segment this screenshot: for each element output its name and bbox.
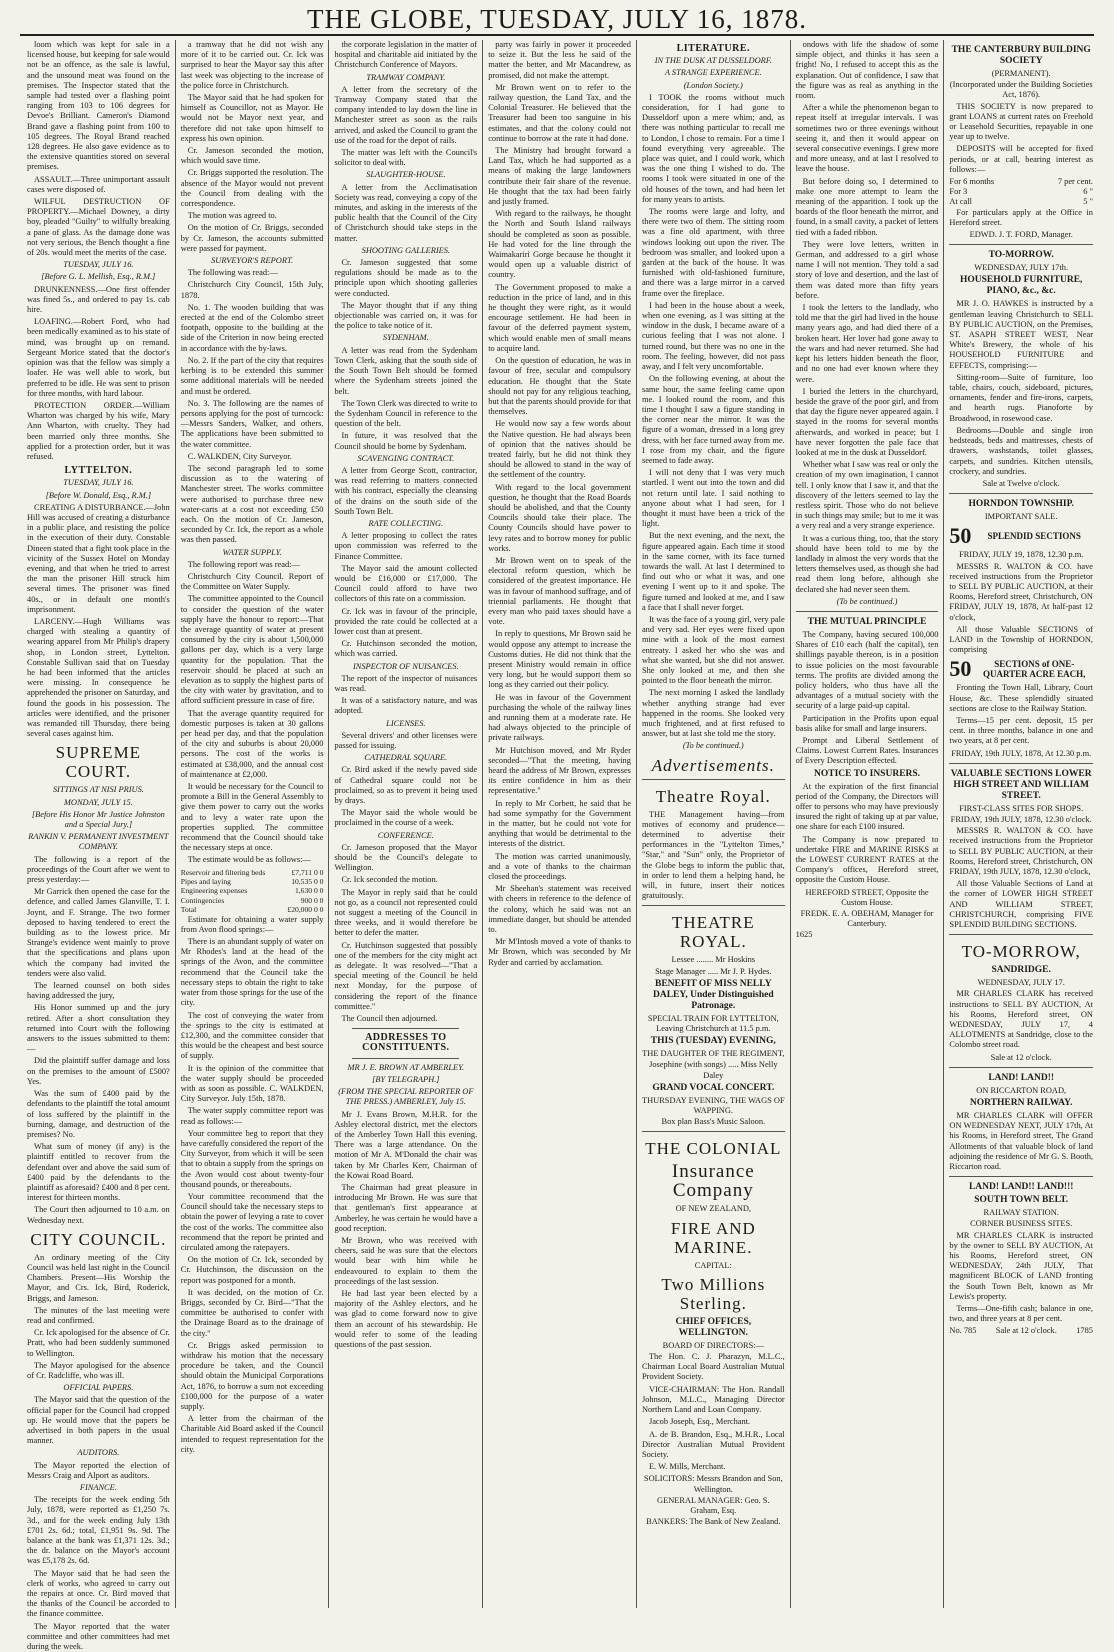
ad-subtitle: CHIEF OFFICES, WELLINGTON.	[675, 1316, 752, 1338]
subheading: AUDITORS.	[77, 1448, 120, 1458]
estimate-row: Reservoir and filtering beds £7,711 0 0	[180, 867, 324, 877]
advertisement-theatre	[642, 779, 785, 902]
story-subtitle: A STRANGE EXPERIENCE.	[664, 68, 762, 78]
paragraph: What sum of money (if any) is the plaintiff entitled to recover from the defendant over and above the said sum of £400 paid by the defendants to the plaintiff as aforesaid? £400 and 8 per cent. interest for thirteen months.	[27, 1142, 170, 1203]
advertisement-theatre-royal	[642, 905, 785, 1127]
ad-line: SPECIAL TRAIN FOR LYTTELTON, Leaving Christchurch at 11.5 p.m.	[647, 1013, 779, 1034]
paragraph: All those Valuable SECTIONS of LAND in the Township of HORNDON, comprising	[949, 624, 1093, 655]
paragraph: Mr Garrick then opened the case for the defence, and called James Glanville, T. I. Joynt, and F. Strange. The two former deposed to having tendered to erect the building as to the lowest price. Mr Strange's evidence went mainly to prove that the specifications and plans upon which the company had invited the tenders were also valid.	[27, 887, 170, 978]
paragraph: On the question of education, he was in favour of free, secular and compulsory education. He thought that the State should not pay for any religious teaching, but that the parents should provide for that themselves.	[488, 356, 631, 417]
paragraph: Mr Brown went on to speak of the electoral reform question, which he considered of the greatest importance. He was in favour of manhood suffrage, and of triennial parliaments. He thought that every man who paid taxes should have a vote.	[488, 555, 631, 627]
subheading: SITTINGS AT NISI PRIUS.	[52, 785, 144, 795]
columns	[22, 40, 1098, 1652]
paragraph: No. 1. The wooden building that was erected at the end of the Colombo street footpath, opposite to the building at the side of the Criterion in now being erected in accordance with the by-laws.	[180, 302, 324, 353]
paragraph: The matter was left with the Council's solicitor to deal with.	[334, 148, 478, 168]
paragraph: Participation in the Profits upon equal basis alike for small and large insurers.	[795, 713, 939, 733]
paragraph: A letter proposing to collect the rates upon commission was referred to the Finance Committee.	[334, 531, 478, 561]
continued-note: (To be continued.)	[682, 741, 744, 751]
paragraph: It is the opinion of the committee that the water supply should be proceeded with as soon as possible. C. WALKDEN, City Surveyor. July 15th, 1878.	[180, 1063, 324, 1104]
dateline: [BY TELEGRAPH.]	[372, 1074, 440, 1084]
paragraph: DEPOSITS will be accepted for fixed periods, or at call, bearing interest as follows:—	[949, 144, 1093, 174]
paragraph: The Mayor apologised for the absence of Cr. Radcliffe, who was ill.	[27, 1360, 170, 1380]
paragraph: The Mayor thought that if any thing objectionable was carried on, it was for the police to take notice of it.	[334, 300, 478, 331]
paragraph: The following was read:—	[187, 268, 278, 278]
paragraph: the corporate legislation in the matter of hospital and charitable aid initiated by the Christchurch Conference of Mayors.	[334, 40, 478, 70]
paragraph: It was decided, on the motion of Cr. Briggs, seconded by Cr. Bird—"That the committee be authorised to confer with the Drainage Board as to the drainage of the city."	[180, 1287, 324, 1338]
paragraph: The Council then adjourned.	[341, 1014, 438, 1024]
fifty-banner	[949, 525, 1093, 547]
estimate-row: Pipes and laying 10,535 0 0	[180, 877, 324, 887]
paragraph: Cr. Hutchinson seconded the motion, which was carried.	[334, 639, 478, 659]
story-source: (London Society.)	[683, 80, 743, 90]
paragraph: The Court then adjourned to 10 a.m. on Wednesday next.	[27, 1205, 170, 1225]
paragraph: There is an abundant supply of water on Mr Rhodes's land at the head of the springs of the Avon, and the committee recommend that the Council take the necessary steps to obtain the right to take water from those springs for the use of the city.	[180, 937, 324, 1008]
paragraph: The Mayor reported the election of Messrs Craig and Alport as auditors.	[27, 1460, 170, 1480]
paragraph: WILFUL DESTRUCTION OF PROPERTY.—Michael Downey, a dirty boy, pleaded "Guilty" to wilfully breaking a pane of glass. As the damage done was not very serious, the Bench thought a fine of 20s. would meet the merits of the case.	[27, 197, 170, 258]
ad-line: (Incorporated under the Building Societies Act, 1876).	[949, 80, 1093, 100]
subheading: INSPECTOR OF NUISANCES.	[352, 661, 459, 671]
paragraph: Terms—15 per cent. deposit, 15 per cent. in three months, balance in one and two years, at 8 per cent.	[949, 715, 1093, 746]
ad-title: Two Millions Sterling.	[661, 1274, 766, 1313]
advertisement-valuable-sections	[949, 763, 1093, 930]
ad-subtitle: BENEFIT OF MISS NELLY DALEY, Under Distinguished Patronage.	[652, 978, 774, 1011]
paragraph: Mr J. Evans Brown, M.H.R. for the Ashley electoral district, met the electors of the Amberley Town Hall this evening. There was a large attendance. On the motion of Mr A. M'Donald the chair was taken by Mr Charles Kerr, Chairman of the Kowai Road Board.	[334, 1109, 478, 1180]
ad-line: IMPORTANT SALE.	[984, 512, 1058, 522]
paragraph: LOAFING.—Robert Ford, who had been medically examined as to his state of mind, was brought up on remand. Sergeant Morice stated that the doctor's opinion was that the fellow was simply a loafer. He was well able to work, but preferred to be idle. He was sent to prison for three months, with hard labour.	[27, 317, 170, 398]
paragraph: Mr Hutchison moved, and Mr Ryder seconded—"That the meeting, having heard the address of Mr Brown, expresses its entire confidence in him as their representative."	[488, 745, 631, 796]
deposit-row: At call 5 "	[949, 197, 1093, 207]
column-1	[22, 40, 176, 1652]
paragraph: But the next evening, and the next, the figure appeared again. Each time it stood in the same corner, with its face turned towards the wall. At last I determined to find out who or what it was, and one evening I went up to it and spoke. The figure turned and looked at me, and I saw a face that I shall never forget.	[641, 531, 785, 612]
paragraph: Prompt and Liberal Settlement of Claims. Lowest Current Rates. Insurances of Every Description effected.	[795, 736, 939, 766]
bench-line: [Before His Honor Mr Justice Johnston and a Special Jury.]	[31, 809, 165, 830]
paragraph: The Hon. C. J. Pharazyn, M.L.C., Chairman Local Board Australian Mutual Provident Society.	[641, 1352, 785, 1382]
paragraph: It was the face of a young girl, very pale and very sad. Her eyes were fixed upon mine with a look of the most earnest entreaty. I asked her who she was and what she wanted, but she did not answer. She only looked at me, and then she pointed to the floor beneath the mirror.	[641, 614, 785, 686]
ad-line: FRIDAY, JULY 19, 1878, 12.30 p.m.	[959, 550, 1084, 560]
subheading: WATER SUPPLY.	[222, 547, 282, 557]
paragraph: ondows with life the shadow of some simple object, and thinks it has seen a fright! No, I refused to accept this as the explanation. Out of confidence, I saw that the figure was as real as anything in the room.	[795, 40, 939, 101]
paragraph: For particulars apply at the Office in Hereford street.	[949, 207, 1093, 227]
continued-note: (To be continued.)	[836, 596, 898, 606]
paragraph: E. W. Mills, Merchant.	[648, 1462, 726, 1472]
ad-line: Lessee ........ Mr Hoskins	[671, 955, 756, 965]
bench-line: [Before W. Donald, Esq., R.M.]	[45, 490, 152, 500]
paragraph: Cr. Ick apologised for the absence of Cr. Pratt, who had been suddenly summoned to Wellington.	[27, 1328, 170, 1358]
case-title: RANKIN V. PERMANENT INVESTMENT COMPANY.	[28, 832, 169, 852]
advertisement-household	[949, 244, 1093, 489]
ad-title: THE COLONIAL	[645, 1139, 782, 1159]
paragraph: The second paragraph led to some discussion as to the watering of Manchester street. The works committee were authorised to purchase three new water-carts at a cost not exceeding £50 each. On the motion of Cr. Jameson, seconded by Cr. Ick, the report as a whole was then passed.	[180, 463, 324, 545]
ad-line: Sale at Twelve o'clock.	[982, 478, 1060, 488]
paragraph: On the following evening, at about the same hour, the same feeling came upon me. I looked round the room, and this time I thought I saw a figure standing in the corner near the mirror. It was the figure of a woman, dressed in a long grey dress, with her face turned away from me. I rose from my chair, and the figure seemed to fade away.	[641, 374, 785, 465]
paragraph: Cr. Ick seconded the motion.	[341, 875, 438, 885]
paragraph: The report of the inspector of nuisances was read.	[334, 673, 478, 693]
section-heading: LITERATURE.	[676, 43, 750, 54]
paragraph: Cr. Bird asked if the newly paved side of Cathedral square could not be proclaimed, so as to prevent it being used by drays.	[334, 765, 478, 806]
column-3	[329, 40, 483, 1608]
paragraph: I took the letters to the landlady, who told me that the girl had lived in the house many years ago, and had died there of a broken heart. Her lover had gone away to the wars and had never returned. She had kept his letters hidden beneath the floor, and no one had ever known where they were.	[795, 303, 939, 384]
paragraph: Christchurch City Council. Report of the Committee on Water Supply.	[180, 571, 324, 592]
paragraph: loom which was kept for sale in a licensed house, but keeping for sale would not be an offence, as the sale is lawful, and the unsound meat was found on the premises. The Inspector stated that the sample had tested over a flashing point ranging from 103 to 106 degrees for Devoe's Brilliant. Cameron's Diamond Brand gave a flashing point from 100 to 105 degrees. The Royal Brand reached 128 degrees. He also gave evidence as to the extensive quantities stored on several premises.	[27, 40, 170, 172]
paragraph: That the average quantity required for domestic purposes is taken at 30 gallons per head per day, and that the population of the city and suburbs is about 20,000 persons. The cost of the works is estimated at £38,000, and the annual cost of maintenance at £2,000.	[180, 708, 324, 779]
paragraph: The Mayor said the whole would be proclaimed in the course of a week.	[334, 808, 478, 828]
fifty-text: SPLENDID SECTIONS	[987, 531, 1081, 542]
paragraph: Did the plaintiff suffer damage and loss on the premises to the amount of £500? Yes.	[27, 1056, 170, 1086]
paragraph: No. 2. If the part of the city that requires kerbing is to be extended this summer some additional materials will be needed and must be ordered.	[180, 355, 324, 396]
column-6	[791, 40, 945, 1608]
paragraph: He had last year been elected by a majority of the Ashley electors, and he was glad to come forward now to give them an account of his stewardship. He would refer to some of the leading questions of the past session.	[334, 1288, 478, 1349]
paragraph: A letter from the secretary of the Tramway Company stated that the company intended to lay down the line in Manchester street as soon as the rails arrived, and asked the Council to grant the use of the road for the depot of rails.	[334, 84, 478, 145]
subheading: SYDENHAM.	[382, 333, 429, 343]
paragraph: THIS SOCIETY is now prepared to grant LOANS at current rates on Freehold or Leasehold Securities, repayable in one year up to twelve.	[949, 101, 1093, 142]
ad-line: FREDK. E. A. OBEHAM, Manager for Canterbury.	[800, 909, 934, 929]
paragraph: A letter from the chairman of the Charitable Aid Board asked if the Council intended to request representation for the city.	[180, 1414, 324, 1454]
ad-title: Theatre Royal.	[655, 786, 771, 806]
ad-subtitle: NOTICE TO INSURERS.	[814, 768, 921, 779]
paragraph: Fronting the Town Hall, Library, Court House, &c. These splendidly situated sections are close to the Railway Station.	[949, 683, 1093, 713]
section-heading: SUPREME COURT.	[55, 743, 142, 782]
ad-subtitle: THIS (TUESDAY) EVENING,	[650, 1036, 776, 1047]
paragraph: Sitting-room—Suite of furniture, loo table, chairs, couch, sideboard, pictures, ornaments, fender and fire-irons, carpets, and hearth rugs. Pianoforte by Broadwood, in rosewood case.	[949, 372, 1093, 423]
paragraph: The Mayor said the amount collected would be £16,000 or £17,000. The Council could afford to have two collectors of this rate on a commission.	[334, 563, 478, 604]
paragraph: The Company is now prepared to undertake FIRE and MARINE RISKS at the LOWEST CURRENT RATES at the Company's offices, Hereford street, opposite the Custom House.	[795, 834, 939, 885]
paragraph: The Mayor said that he had spoken for himself as Councillor, not as Mayor. He would not be Mayor next year, and therefore did not take upon himself to express his own opinion.	[180, 93, 324, 143]
ad-title: THEATRE ROYAL.	[672, 913, 755, 952]
paragraph: Cr. Briggs asked permission to withdraw his motion that the necessary procedure be taken, and the Council should obtain the Municipal Corporations Act, 1876, to borrow a sum not exceeding £100,000 for the purpose of a water supply.	[180, 1340, 324, 1412]
ad-title: THE CANTERBURY BUILDING SOCIETY	[951, 45, 1091, 66]
paragraph: I had been in the house about a week, when one evening, as I was sitting at the window in the dusk, I became aware of a curious feeling that I was not alone. I turned round, but there was no one in the room. The feeling, however, did not pass away, and I felt very uncomfortable.	[641, 300, 785, 372]
ad-line: FRIDAY, 19th JULY, 1878, At 12.30 p.m.	[951, 748, 1092, 758]
ad-title: TO-MORROW,	[961, 942, 1081, 962]
story-title: IN THE DUSK AT DUSSELDORF.	[654, 56, 772, 66]
ad-line: THE DAUGHTER OF THE REGIMENT,	[642, 1049, 785, 1059]
fifty-number: 50	[949, 656, 972, 682]
paragraph: The Company, having secured 100,000 Shares of £10 each (half the capital), ten shillings payable thereon, is in a position to issue policies on the most favourable terms. The profits are divided among the policy holders, who thus have all the advantages of a mutual society with the security of a large paid-up capital.	[795, 629, 939, 711]
paragraph: MR CHARLES CLARK will OFFER ON WEDNESDAY NEXT, JULY 17th, At his Rooms, in Hereford street, The Grand Allotments of that valuable block of land adjoining the residence of Mr G. S. Booth, Riccarton road.	[949, 1111, 1093, 1172]
divider	[352, 1028, 459, 1029]
ad-line: SOLICITORS: Messrs Brandon and Son, Wellington.	[643, 1474, 783, 1494]
paragraph: The motion was carried unanimously, and a vote of thanks to the chairman closed the proceedings.	[488, 851, 631, 882]
paragraph: Cr. Hutchinson suggested that possibly one of the members for the city might act as delegate. It was resolved—"That a special meeting of the Council be held next Monday, for the purpose of considering the report of the finance committee."	[334, 940, 478, 1011]
ad-line: Sale at 12 o'clock.	[990, 1052, 1052, 1062]
paragraph: A. de B. Brandon, Esq., M.H.R., Local Director Australian Mutual Provident Society.	[641, 1429, 785, 1459]
ad-line: (PERMANENT).	[991, 69, 1051, 78]
paragraph: The motion was agreed to.	[187, 211, 277, 221]
paragraph: Your committee recommend that the Council should take the necessary steps to obtain the power of levying a rate to cover the cost of the works. The committee also recommend that the report be printed and circulated among the ratepayers.	[180, 1191, 324, 1252]
column-7	[944, 40, 1098, 1608]
paragraph: Terms—One-fifth cash; balance in one, two, and three years at 8 per cent.	[949, 1304, 1093, 1324]
ad-title: TO-MORROW.	[988, 250, 1054, 261]
paragraph: He was in favour of the Government purchasing the whole of the railway lines and running them at a moderate rate. He had always objected to the principle of private railways.	[488, 692, 631, 743]
paragraph: The rooms were large and lofty, and there were two of them. The sitting room was a fine old apartment, with three windows looking out upon the river. The bedroom was smaller, and looked upon a garden at the back of the house. It was furnished with old-fashioned furniture, and there was a large mirror in a carved frame over the fireplace.	[641, 207, 785, 298]
estimate-total: Total £20,000 0 0	[180, 905, 324, 915]
paragraph: I buried the letters in the churchyard, beside the grave of the poor girl, and from that day the figure never appeared again. I stayed in the rooms for several months afterwards, and worked in peace; but I have never forgotten the pale face that looked at me in the dusk at Dusseldorf.	[795, 386, 939, 457]
section-heading: CITY COUNCIL.	[30, 1229, 167, 1249]
ad-footer: No. 785 Sale at 12 o'clock. 1785	[949, 1326, 1093, 1336]
subheading: CATHEDRAL SQUARE.	[364, 753, 448, 763]
ad-title: LAND! LAND!!	[988, 1072, 1055, 1083]
paragraph: The following is a report of the proceedings of the Court after we went to press yesterday:—	[27, 854, 170, 885]
ad-title: Insurance Company	[671, 1161, 755, 1202]
date-line: MONDAY, JULY 15.	[63, 797, 133, 807]
subheading: TRAMWAY COMPANY.	[366, 72, 446, 82]
paragraph: It was of a satisfactory nature, and was adopted.	[334, 696, 478, 716]
subheading: CONFERENCE.	[377, 830, 434, 840]
paragraph: It would be necessary for the Council to promote a Bill in the General Assembly to give them power to carry out the works and to levy a water rate upon the properties supplied. The committee recommend that the Council should take the necessary steps at once.	[180, 782, 324, 853]
paragraph: PROTECTION ORDER.—William Wharton was charged by his wife, Mary Ann Wharton, with cruelty. They had been married only three months. She applied for a protection order, but it was refused.	[27, 400, 170, 461]
paragraph: Was the sum of £400 paid by the defendants to the plaintiff the total amount of loss suffered by the plaintiff in the burning, damage, and destruction of the premises? No.	[27, 1089, 170, 1139]
paragraph: Mr Sheehan's statement was received with cheers in reference to the defence of the colony, which he said was not an immediate danger, but should be attended to.	[488, 884, 631, 935]
paragraph: On the motion of Cr. Ick, seconded by Cr. Hutchinson, the discussion on the report was postponed for a month.	[180, 1255, 324, 1285]
date-line: TUESDAY, JULY 16.	[63, 260, 134, 270]
ad-subtitle: GRAND VOCAL CONCERT.	[652, 1082, 775, 1093]
paragraph: The receipts for the week ending 5th July, 1878, were reported as £1,250 7s. 3d., and for the week ending July 13th £701 2s. 6d.; total, £1,951 9s. 9d. The balance at the bank was £1,371 12s. 3d.; the dr. balance on the Mayor's account was £5,178 2s. 6d.	[27, 1495, 170, 1566]
ad-title: SOUTH TOWN BELT.	[974, 1195, 1069, 1206]
ad-title: VALUABLE SECTIONS LOWER HIGH STREET AND WILLIAM STREET.	[950, 768, 1092, 801]
paragraph: party was fairly in power it proceeded to seize it. But the less he said of the matter the better, and Mr Macandrew, as promised, did not make the attempt.	[488, 40, 631, 80]
section-heading: LYTTELTON.	[64, 465, 133, 477]
advertisement-building-society	[949, 40, 1093, 240]
column-5	[637, 40, 791, 1608]
paragraph: The Mayor said that he had seen the clerk of works, who agreed to carry out the repairs at once. Cr. Bird moved that the thanks of the Council be accorded to the finance committee.	[27, 1568, 170, 1619]
paragraph: Cr. Jameson proposed that the Mayor should be the Council's delegate to Wellington.	[334, 842, 478, 873]
ad-line: FIRST-CLASS SITES FOR SHOPS.	[959, 803, 1084, 813]
dateline: (FROM THE SPECIAL REPORTER OF THE PRESS.) AMBERLEY, July 15.	[338, 1087, 474, 1107]
ad-line: WEDNESDAY, JULY 17.	[977, 978, 1065, 988]
fifty-banner	[949, 658, 1093, 680]
ad-line: HEREFORD STREET, Opposite the Custom House.	[805, 887, 929, 907]
ad-number: 1625	[795, 930, 813, 940]
subheading: SURVEYOR'S REPORT.	[211, 256, 294, 266]
paragraph: Whether what I saw was real or only the creation of my own imagination, I cannot tell. I only know that I saw it, and that the discovery of the letters seemed to lay the restless spirit. Those who do not believe in such things may smile; but to me it was a very real and a very strange experience.	[795, 460, 939, 531]
section-heading: Advertisements.	[651, 755, 775, 775]
masthead: THE GLOBE, TUESDAY, JULY 16, 1878.	[306, 4, 808, 34]
deposit-row: For 3 6 "	[949, 187, 1093, 197]
ad-line: Box plan Bass's Music Saloon.	[661, 1117, 766, 1127]
paragraph: A letter from the Acclimatisation Society was read, conveying a copy of the minutes, and asking in the interests of the public health that the Council of the City of Christchurch should take steps in the matter.	[334, 182, 478, 243]
paragraph: The Mayor said that the question of the official paper for the Council had cropped up. He would move that the papers be advertised in both papers in the usual manner.	[27, 1395, 170, 1446]
paragraph: Cr. Jameson seconded the motion, which would save time.	[180, 146, 324, 166]
subheading: FINANCE.	[79, 1483, 117, 1492]
bench-line: [Before G. L. Mellish, Esq., R.M.]	[41, 272, 156, 282]
fifty-text: SECTIONS of ONE-QUARTER ACRE EACH,	[982, 659, 1086, 680]
ad-title: HOUSEHOLD FURNITURE, PIANO, &c., &c.	[959, 275, 1083, 297]
paragraph: MR CHARLES CLARK has received instructions to SELL BY AUCTION, At his Rooms, Hereford street, ON WEDNESDAY, JULY 17, 4 ALLOTMENTS at Sandridge, close to the Colombo street road.	[949, 989, 1093, 1050]
paragraph: Cr. Briggs supported the resolution. The absence of the Mayor would not prevent the Council from dealing with the correspondence.	[180, 168, 324, 209]
subheading: OFFICIAL PAPERS.	[63, 1383, 134, 1393]
ad-line: THURSDAY EVENING, THE WAGS OF WAPPING.	[641, 1095, 785, 1116]
paragraph: No. 3. The following are the names of persons applying for the post of turncock:—Messrs Sanders, Walker, and others. The applications have been submitted to the water committee.	[180, 398, 324, 449]
paragraph: With regard to the railways, he thought the North and South Island railways should be completed as soon as possible. He had voted for the line through the Waimakariri Gorge because he thought it would open up a valuable district of country.	[488, 209, 631, 280]
ad-line: OF NEW ZEALAND,	[675, 1204, 752, 1214]
paragraph: The next morning I asked the landlady whether anything strange had ever happened in the rooms. She looked very much frightened, and at first refused to answer, but at last she told me the story.	[641, 688, 785, 739]
paragraph: Cr. Ick was in favour of the principle, provided the rate could be collected at a lower cost than at present.	[334, 606, 478, 636]
paragraph: The learned counsel on both sides having addressed the jury,	[27, 981, 170, 1001]
paragraph: The Mayor reported that the water committee and other committees had met during the week.	[27, 1621, 170, 1652]
paragraph: I will not deny that I was very much startled. I went out into the town and did not return until late. I said nothing to anyone about what I had seen, for I thought it must have been a trick of the light.	[641, 468, 785, 529]
paragraph: Estimate for obtaining a water supply from Avon flood springs:—	[180, 914, 324, 934]
paragraph: I TOOK the rooms without much consideration, for I had gone to Dusseldorf upon a mere whim; and, as there was nothing particular to recall me to London, I chose to remain. For a time I found everything very agreeable. The place was quiet, and I could work, which was the one thing I wished to do. The rooms I took were situated in one of the old houses of the town, and had been let for many years to artists.	[641, 92, 785, 204]
ad-line: ON RICCARTON ROAD,	[976, 1085, 1067, 1095]
paragraph: In reply to questions, Mr Brown said he would oppose any attempt to increase the Customs duties. He did not think that the present Ministry would remain in office very long, but he would support them so long as they carried out their policy.	[488, 629, 631, 690]
subheading: LICENSES.	[386, 718, 426, 728]
ad-line: EDWD. J. T. FORD, Manager.	[969, 230, 1073, 240]
paragraph: He would now say a few words about the Native question. He had always been of opinion that the natives should be treated fairly, but he did not think they should be allowed to stand in the way of the settlement of the country.	[488, 419, 631, 480]
ad-line: Stage Manager ..... Mr J. P. Hydes.	[655, 966, 772, 976]
paragraph: The Town Clerk was directed to write to the Sydenham Council in reference to the question of the belt.	[334, 398, 478, 429]
paragraph: It was a curious thing, too, that the story should have been told to me by the landlady in almost the very words that the letters themselves used, as though she had read them long before, although she declared she had never seen them.	[795, 533, 939, 594]
paragraph: Your committee beg to report that they have carefully considered the report of the City Surveyor, from which it will be seen that to obtain a supply from the springs on the Avon would cost about twenty-four thousand pounds, or thereabouts.	[180, 1128, 324, 1189]
paragraph: With regard to the local government question, he thought that the Road Boards should be abolished, and that the County Councils should take their place. The County Councils should have power to levy rates and to borrow money for public works.	[488, 482, 631, 553]
ad-line: RAILWAY STATION.	[983, 1208, 1059, 1218]
paragraph: Several drivers' and other licenses were passed for issuing.	[334, 730, 478, 750]
ad-line: CORNER BUSINESS SITES.	[970, 1219, 1073, 1229]
ad-title: FIRE AND MARINE.	[670, 1218, 756, 1257]
paragraph: CREATING A DISTURBANCE.—John Hill was accused of creating a disturbance in a public place, and resisting the police in the execution of their duty. Constable Dineen stated that a fight took place in the vicinity of the Sussex Hotel on Monday evening, and that when he tried to arrest the man the prisoner Hill struck him several times. The prisoner was fined 40s., or in default one month's imprisonment.	[27, 502, 170, 614]
advertisement-mutual	[796, 611, 939, 941]
paragraph: On the motion of Cr. Briggs, seconded by Cr. Jameson, the accounts submitted were passed for payment.	[180, 223, 324, 253]
paragraph: In reply to Mr Corbett, he said that he had some sympathy for the Government in the matter, but he could not vote for anything that would be detrimental to the interests of the district.	[488, 798, 631, 849]
paragraph: VICE-CHAIRMAN: The Hon. Randall Johnson, M.L.C., Managing Director Northern Land and Loan Company.	[641, 1384, 785, 1415]
paragraph: MESSRS R. WALTON & CO. have received instructions from the Proprietor to SELL BY PUBLIC AUCTION, at their Rooms, Hereford street, Christchurch, ON FRIDAY, 19th JULY, 1878, 12.30 o'clock,	[949, 826, 1093, 876]
ad-subtitle: THE MUTUAL PRINCIPLE	[807, 616, 927, 627]
paragraph: Mr Brown went on to refer to the railway question, the Land Tax, and the Colonial Treasurer. He believed that the Treasurer had been too sanguine in his estimates, and that the colony could not continue to borrow at the rate it had done.	[488, 82, 631, 143]
paragraph: In future, it was resolved that the Council should be borne by Sydenham.	[334, 431, 478, 451]
section-heading: ADDRESSES TO CONSTITUENTS.	[362, 1032, 450, 1054]
subheading: SHOOTING GALLERIES.	[361, 245, 451, 255]
paragraph: The cost of conveying the water from the springs to the city is estimated at £12,300, and the committee consider that this would be the cheapest and best source of supply.	[180, 1010, 324, 1061]
paragraph: THE Management having—from motives of economy and prudence—determined to advertise their performances in the "Lyttelton Times," "Star," and "Sun" only, the Proprietor of the Globe begs to inform the public that, in order to lend them a helping hand, he will, in future, insert their notices gratuitously.	[641, 809, 785, 901]
deposit-row: For 6 months 7 per cent.	[949, 177, 1093, 187]
masthead-rule	[20, 34, 1094, 36]
paragraph: Cr. Jameson suggested that some regulations should be made as to the principle upon which shooting galleries were conducted.	[334, 258, 478, 298]
paragraph: MR J. O. HAWKES is instructed by a gentleman leaving Christchurch to SELL BY PUBLIC AUCTION, on the Premises, ST. ASAPH STREET WEST, Near White's Brewery, the whole of his HOUSEHOLD FURNITURE and EFFECTS, comprising:—	[949, 299, 1093, 370]
advertisement-south-town-belt	[949, 1176, 1093, 1336]
paragraph: The estimate would be as follows:—	[187, 855, 311, 865]
subheading: SCAVENGING CONTRACT.	[357, 453, 455, 463]
date-line: TUESDAY, JULY 16.	[63, 478, 134, 488]
paragraph: But before doing so, I determined to make one more attempt to learn the meaning of the apparition. I took up the boards of the floor beneath the mirror, and found, in a small cavity, a packet of letters tied with a faded ribbon.	[795, 176, 939, 237]
advertisement-horndon	[949, 493, 1093, 759]
estimate-row: Contingencies 900 0 0	[180, 895, 324, 905]
paragraph: The minutes of the last meeting were read and confirmed.	[27, 1305, 170, 1325]
ad-line: FRIDAY, 19th JULY, 1878, 12.30 o'clock.	[950, 814, 1092, 824]
column-2	[176, 40, 330, 1608]
estimate-row: Engineering expenses 1,630 0 0	[180, 886, 324, 896]
column-4	[483, 40, 637, 1608]
advertisement-sandridge	[949, 934, 1093, 1063]
paragraph: The Chairman had great pleasure in introducing Mr Brown. He was sure that that gentleman's first appearance at Amberley, he was certain he would have a good reception.	[334, 1182, 478, 1233]
subheading: SLAUGHTER-HOUSE.	[366, 170, 446, 180]
ad-title: HORNDON TOWNSHIP.	[968, 499, 1074, 510]
paragraph: Christchurch City Council, 15th July, 1878.	[180, 280, 324, 300]
advertisement-riccarton	[949, 1067, 1093, 1172]
ad-line: GENERAL MANAGER: Geo. S. Graham, Esq.	[657, 1495, 770, 1515]
paragraph: Bedrooms—Double and single iron bedsteads, beds and mattresses, chests of drawers, washstands, toilet glasses, carpets, and sundries. Kitchen utensils, crockery, and sundries.	[949, 425, 1093, 476]
fifty-number: 50	[949, 523, 972, 549]
paragraph: The committee appointed to the Council to consider the question of the water supply have the honour to report:—That the average quantity of water at present consumed by the city is about 1,500,000 gallons per day, which is a very large quantity for the population. That the reservoir should be placed at such an elevation as to supply the highest parts of the city with water by gravitation, and to afford sufficient pressure in case of fire.	[180, 594, 324, 706]
paragraph: Mr M'Intosh moved a vote of thanks to Mr Brown, which was seconded by Mr Ryder and carried by acclamation.	[488, 937, 631, 967]
subheading: MR J. E. BROWN AT AMBERLEY.	[347, 1062, 465, 1072]
paragraph: LARCENY.—Hugh Williams was charged with stealing a quantity of wearing apparel from Mr Philip's drapery shop, in London street, Lyttelton. Constable Sullivan said that on Tuesday he had been informed that the articles were missing. In consequence he apprehended the prisoner on Saturday, and found the goods in his possession. The articles were identified, and the prisoner was remanded till Thursday, there being several cases against him.	[27, 616, 170, 739]
advertisement-colonial-insurance	[642, 1131, 785, 1527]
paragraph: ASSAULT.—Three unimportant assault cases were disposed of.	[27, 174, 170, 194]
ad-line: CAPITAL:	[694, 1260, 732, 1270]
ad-line: WEDNESDAY, JULY 17th.	[974, 263, 1069, 273]
paragraph: DRUNKENNESS.—One first offender was fined 5s., and ordered to pay 1s. cab hire.	[27, 284, 170, 315]
paragraph: His Honor summed up and the jury retired. After a short consultation they returned into Court with the following answers to the issues submitted to them:—	[27, 1003, 170, 1054]
paragraph: The following report was read:—	[187, 559, 300, 569]
ad-line: BANKERS: The Bank of New Zealand.	[646, 1517, 781, 1527]
paragraph: All those Valuable Sections of Land at the corner of LOWER HIGH STREET AND WILLIAM STREET, CHRISTCHURCH, comprising FIVE SPLENDID BUILDING SECTIONS.	[949, 879, 1093, 929]
paragraph: The water supply committee report was read as follows:—	[180, 1106, 324, 1126]
paragraph: Mr Brown, who was received with cheers, said he was sure that the electors would bear with him while he endeavoured to explain to them the proceedings of the last session.	[334, 1235, 478, 1286]
ad-line: Josephine (with songs) ..... Miss Nelly Daley	[649, 1060, 778, 1080]
paragraph: C. WALKDEN, City Surveyor.	[187, 451, 292, 461]
paragraph: They were love letters, written in German, and addressed to a girl whose name I will not mention. They told a sad story of love and desertion, and the last of them was dated more than fifty years before.	[795, 239, 939, 300]
paragraph: a tramway that he did not wish any more of it to be carried out. Cr. Ick was surprised to hear the Mayor say this after last week was objecting to the increase of the police force in Christchurch.	[180, 40, 324, 90]
paragraph: A letter from George Scott, contractor, was read referring to matters connected with his contract, especially the cleansing of the drains on the south side of the South Town Belt.	[334, 465, 478, 516]
paragraph: The Government proposed to make a reduction in the price of land, and in this he thought they were right, as it would encourage settlement. He had been in favour of the deferred payment system, which would enable men of small means to acquire land.	[488, 282, 631, 353]
ad-title: LAND! LAND!! LAND!!!	[968, 1182, 1074, 1193]
paragraph: At the expiration of the first financial period of the Company, the Directors will offer to persons who may have previously insured the right of taking up at par value, one share for each £100 insured.	[795, 781, 939, 832]
ad-title: SANDRIDGE.	[991, 965, 1051, 976]
divider	[352, 1058, 459, 1059]
paragraph: The Mayor in reply said that he could not go, as a council not represented could not suggest a meeting of the Council in three weeks, and it would therefore be better to defer the matter.	[334, 887, 478, 938]
paragraph: An ordinary meeting of the City Council was held last night in the Council Chambers. Present—His Worship the Mayor, and Crs. Ick, Bird, Roderick, Briggs, and Jameson.	[27, 1252, 170, 1303]
paragraph: A letter was read from the Sydenham Town Clerk, asking that the south side of the South Town Belt should be formed where the Sydenham streets joined the belt.	[334, 345, 478, 396]
paragraph: The Ministry had brought forward a Land Tax, which he had supported as a means of making the large landowners contribute their fair share of the revenue. He thought that the tax had been fairly and justly framed.	[488, 146, 631, 207]
paragraph: After a while the phenomenon began to repeat itself at irregular intervals. I was sometimes two or three evenings without seeing it, and then it would appear on several consecutive evenings. I grew more and more uneasy, and at last I resolved to leave the house.	[795, 103, 939, 174]
ad-line: BOARD OF DIRECTORS:—	[662, 1340, 764, 1350]
subheading: RATE COLLECTING.	[368, 518, 444, 528]
paragraph: Jacob Joseph, Esq., Merchant.	[648, 1417, 751, 1427]
paragraph: MESSRS R. WALTON & CO. have received instructions from the Proprietor to SELL BY PUBLIC AUCTION, at their Rooms, Hereford street, Christchurch, ON FRIDAY, JULY 19, 1878, At half-past 12 o'clock,	[949, 561, 1093, 622]
paragraph: MR CHARLES CLARK is instructed by the owner to SELL BY AUCTION, At his Rooms, Hereford street, ON WEDNESDAY, 24th JULY, That magnificent BLOCK of LAND fronting the South Town Belt, known as Mr Lewis's property.	[949, 1230, 1093, 1301]
ad-title: NORTHERN RAILWAY.	[969, 1098, 1073, 1109]
